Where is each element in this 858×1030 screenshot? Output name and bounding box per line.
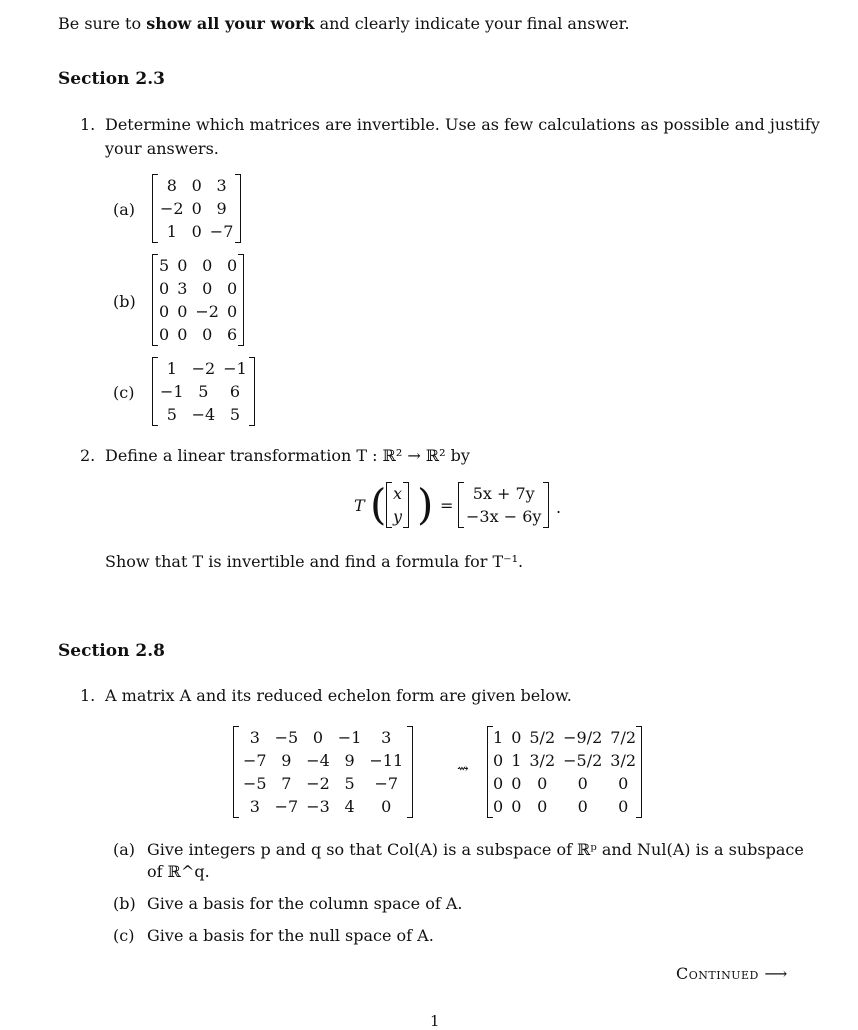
problem-number: 2.	[80, 446, 96, 465]
matrix-b-entry: 0	[202, 256, 213, 275]
matrix-A-entry: −1	[337, 728, 362, 747]
matrix-A-entry: 9	[281, 751, 292, 770]
matrix-reduced-row	[489, 749, 640, 772]
part-label: (c)	[113, 926, 135, 945]
output-vector-row	[462, 482, 545, 505]
problem-number: 1.	[80, 115, 96, 134]
matrix-b-row	[155, 323, 241, 346]
problem-number: 1.	[80, 686, 96, 705]
matrix-reduced-entry: −5/2	[563, 751, 603, 770]
matrix-reduced-entry: 5/2	[529, 728, 556, 747]
matrix-reduced-entry: 0	[577, 797, 588, 816]
matrix-b-entry: 0	[226, 279, 238, 298]
matrix-A-entry: −7	[274, 797, 299, 816]
matrix-reduced-row	[489, 795, 640, 818]
matrix-a-entry: 0	[191, 176, 202, 195]
section-title-2-8: Section 2.8	[58, 641, 165, 661]
matrix-A-row	[239, 772, 407, 795]
matrix-c-entry: 6	[229, 382, 241, 401]
matrix-reduced-entry: 0	[511, 774, 522, 793]
matrix-b-entry: 0	[202, 279, 213, 298]
matrix-a-entry: 3	[216, 176, 227, 195]
matrix-a-entry: 8	[166, 176, 177, 195]
output-vector-row	[462, 505, 545, 528]
matrix-b-entry: 0	[226, 256, 238, 275]
matrix-reduced-entry: 0	[493, 751, 504, 770]
output-vector-entry: −3x − 6y	[466, 507, 542, 526]
part-label: (c)	[113, 383, 135, 402]
matrix-a-entry: 1	[166, 222, 177, 241]
matrix-reduced-entry: 7/2	[610, 728, 637, 747]
matrix-c-row	[156, 380, 251, 403]
matrix-c-entry: −1	[223, 359, 247, 378]
matrix-b-entry: 0	[159, 302, 170, 321]
matrix-c-entry: −4	[191, 405, 216, 424]
part-label: (a)	[113, 840, 136, 859]
matrix-b-entry: 0	[177, 325, 188, 344]
input-vector-entry: y	[393, 507, 403, 526]
problem-text: Determine which matrices are invertible. Use as few calculations as possible and justify	[105, 115, 820, 134]
matrix-a-entry: 0	[191, 199, 202, 218]
matrix-c-entry: 1	[166, 359, 177, 378]
matrix-a	[152, 174, 241, 243]
matrix-a-entry: −7	[209, 222, 234, 241]
matrix-a-entry: −2	[160, 199, 184, 218]
matrix-c-entry: 5	[198, 382, 209, 401]
matrix-c-row	[156, 403, 251, 426]
input-vector-entry: x	[393, 484, 403, 503]
matrix-b-entry: 0	[159, 325, 170, 344]
matrix-reduced-entry: 3/2	[610, 751, 637, 770]
matrix-reduced-entry: 0	[618, 797, 629, 816]
matrix-reduced-entry: 0	[493, 797, 504, 816]
matrix-b-entry: 0	[226, 302, 238, 321]
section-title-2-3: Section 2.3	[58, 69, 165, 89]
part-text: Give a basis for the null space of A.	[147, 926, 434, 945]
matrix-c-entry: 5	[229, 405, 241, 424]
matrix-A-row	[239, 749, 407, 772]
matrix-reduced-entry: 0	[511, 797, 522, 816]
matrix-c-entry: 5	[166, 405, 177, 424]
matrix-A-entry: −11	[369, 751, 404, 770]
problem-text: Define a linear transformation T : ℝ² → ℝ² by	[105, 446, 470, 465]
matrix-A-entry: 3	[249, 728, 260, 747]
matrix-A-entry: −5	[243, 774, 267, 793]
matrix-b-row	[155, 277, 241, 300]
matrix-A-row	[239, 726, 407, 749]
matrix-A-entry: 4	[344, 797, 355, 816]
matrix-a-entry: 0	[191, 222, 202, 241]
part-label: (a)	[113, 200, 136, 219]
matrix-reduced-entry: 0	[511, 728, 522, 747]
matrix-reduced-row	[489, 726, 640, 749]
matrix-reduced-entry: −9/2	[563, 728, 603, 747]
matrix-a-row	[156, 220, 237, 243]
matrix-a-row	[156, 174, 237, 197]
matrix-A-entry: −4	[306, 751, 330, 770]
matrix-A-entry: 3	[381, 728, 392, 747]
matrix-b-entry: 6	[226, 325, 238, 344]
matrix-b-entry: −2	[195, 302, 219, 321]
part-text: Give a basis for the column space of A.	[147, 894, 463, 913]
matrix-reduced	[487, 726, 642, 818]
matrix-b-entry: 5	[159, 256, 170, 275]
matrix-b-entry: 0	[177, 256, 188, 275]
matrix-c-row	[156, 357, 251, 380]
matrix-reduced-entry: 0	[618, 774, 629, 793]
matrix-b-row	[155, 254, 241, 277]
instructions: Be sure to show all your work and clearly indicate your final answer.	[58, 14, 630, 33]
matrix-a-entry: 9	[216, 199, 227, 218]
matrix-b-entry: 0	[202, 325, 213, 344]
matrix-b-entry: 3	[177, 279, 188, 298]
matrix-A-entry: −7	[374, 774, 399, 793]
matrix-A-entry: 0	[312, 728, 324, 747]
matrix-A-entry: 5	[344, 774, 355, 793]
matrix-reduced-entry: 1	[493, 728, 504, 747]
matrix-A-entry: 3	[249, 797, 260, 816]
matrix-A-entry: 7	[281, 774, 292, 793]
matrix-A-entry: −5	[274, 728, 299, 747]
output-vector-entry: 5x + 7y	[472, 484, 535, 503]
matrix-reduced-entry: 3/2	[529, 751, 556, 770]
matrix-b-row	[155, 300, 241, 323]
matrix-reduced-entry: 0	[577, 774, 588, 793]
matrix-A	[233, 726, 413, 818]
matrix-c	[152, 357, 255, 426]
matrix-b	[152, 254, 244, 346]
page-number: 1	[430, 1012, 440, 1030]
part-label: (b)	[113, 894, 136, 913]
continued-label: Continued ⟶	[676, 964, 788, 983]
matrix-reduced-entry: 0	[537, 774, 548, 793]
matrix-reduced-row	[489, 772, 640, 795]
reduces-to-arrow: ⇝	[457, 761, 469, 777]
matrix-A-entry: −2	[306, 774, 330, 793]
matrix-reduced-entry: 0	[537, 797, 548, 816]
matrix-A-entry: 0	[381, 797, 392, 816]
matrix-b-entry: 0	[177, 302, 188, 321]
problem-text: Show that T is invertible and find a formula for T⁻¹.	[105, 552, 524, 571]
matrix-reduced-entry: 1	[511, 751, 522, 770]
part-text: of ℝ^q.	[147, 862, 210, 881]
matrix-a-row	[156, 197, 237, 220]
problem-text: your answers.	[105, 139, 219, 158]
matrix-c-entry: −1	[160, 382, 184, 401]
problem-text: A matrix A and its reduced echelon form are given below.	[105, 686, 572, 705]
matrix-A-row	[239, 795, 407, 818]
part-text: Give integers p and q so that Col(A) is a subspace of ℝᵖ and Nul(A) is a subspace	[147, 840, 804, 859]
matrix-reduced-entry: 0	[493, 774, 504, 793]
matrix-A-entry: −3	[306, 797, 330, 816]
matrix-b-entry: 0	[159, 279, 170, 298]
matrix-A-entry: 9	[344, 751, 355, 770]
matrix-c-entry: −2	[191, 359, 216, 378]
matrix-A-entry: −7	[243, 751, 267, 770]
part-label: (b)	[113, 292, 136, 311]
